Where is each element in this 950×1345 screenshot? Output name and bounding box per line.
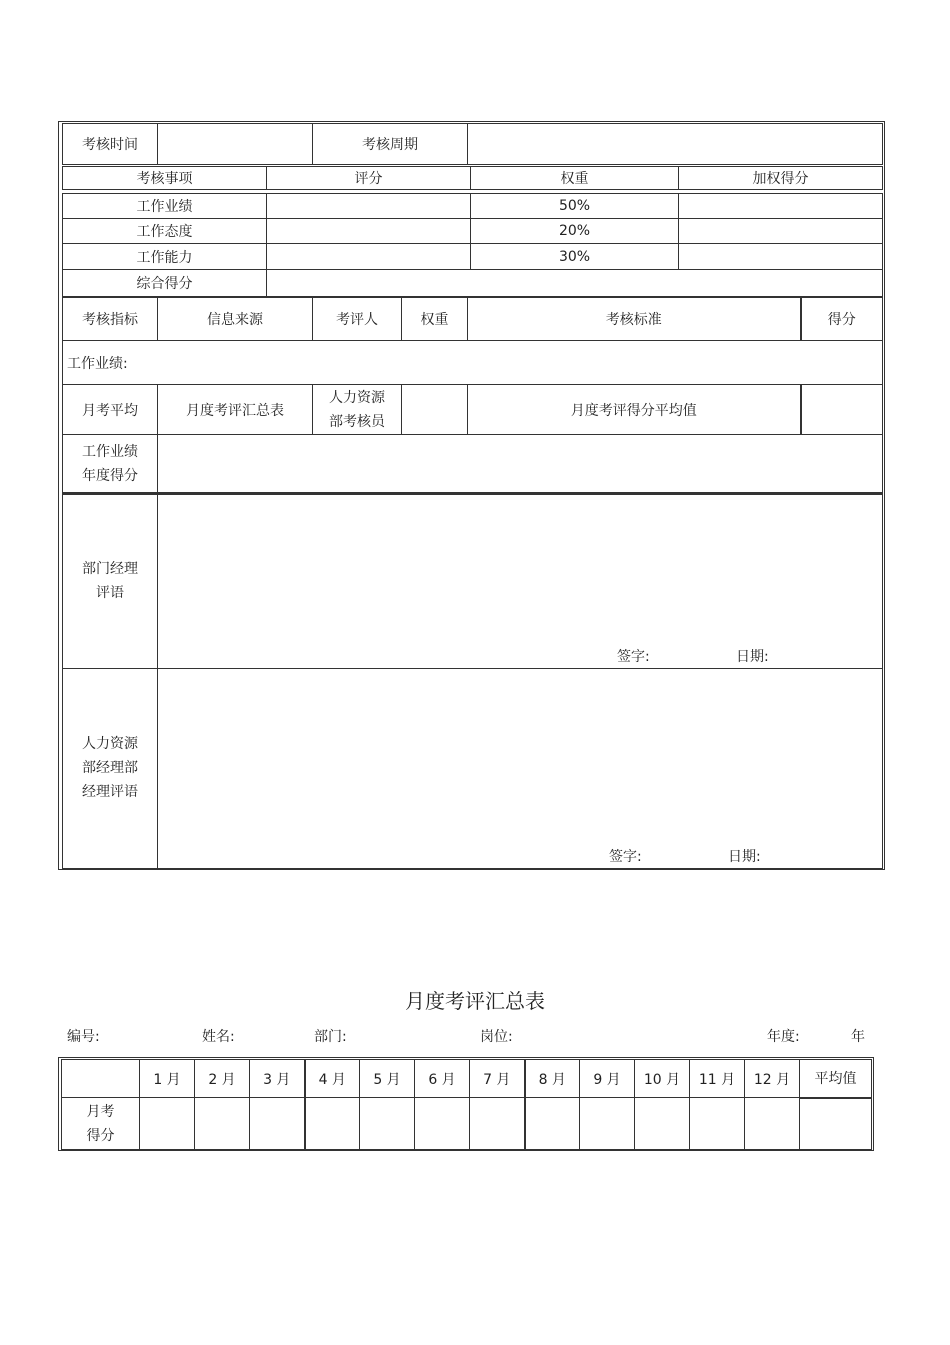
month-score-field[interactable] bbox=[470, 1098, 525, 1150]
meta-year-unit: 年 bbox=[851, 1029, 865, 1045]
item-weight: 20% bbox=[471, 219, 679, 244]
annual-score-label bbox=[63, 435, 158, 493]
hr-manager-comment-field[interactable] bbox=[158, 668, 883, 868]
hr-comment-line3: 经理评语 bbox=[82, 784, 138, 800]
dept-comment-line1: 部门经理 bbox=[82, 561, 138, 578]
meta-year-label: 年度: bbox=[767, 1029, 800, 1045]
month-header: 4 月 bbox=[305, 1060, 360, 1098]
items-table bbox=[62, 193, 883, 297]
item-name: 工作能力 bbox=[63, 244, 267, 269]
header-weighted-score: 加权得分 bbox=[679, 167, 883, 190]
month-header: 8 月 bbox=[525, 1060, 580, 1098]
meta-number-label: 编号: bbox=[67, 1029, 100, 1045]
monthly-summary-table bbox=[61, 1059, 872, 1150]
field-assessment-period[interactable] bbox=[468, 124, 883, 165]
hr-sign-label: 签字: bbox=[609, 849, 642, 865]
item-score-field[interactable] bbox=[267, 244, 471, 269]
corner-cell bbox=[62, 1060, 140, 1098]
label-assessment-period: 考核周期 bbox=[313, 124, 468, 165]
time-period-row bbox=[62, 123, 883, 165]
month-score-field[interactable] bbox=[415, 1098, 470, 1150]
month-score-field[interactable] bbox=[250, 1098, 305, 1150]
monthly-source: 月度考评汇总表 bbox=[158, 385, 313, 435]
label-assessment-time: 考核时间 bbox=[63, 124, 158, 165]
meta-name-label: 姓名: bbox=[202, 1029, 235, 1045]
month-score-field[interactable] bbox=[635, 1098, 690, 1150]
item-weight: 30% bbox=[471, 244, 679, 269]
hr-comment-line1: 人力资源 bbox=[82, 736, 138, 752]
month-header: 5 月 bbox=[360, 1060, 415, 1098]
total-score-field[interactable] bbox=[267, 269, 883, 296]
month-score-field[interactable] bbox=[745, 1098, 800, 1150]
monthly-evaluator bbox=[313, 385, 402, 435]
month-score-field[interactable] bbox=[525, 1098, 580, 1150]
item-weighted-field[interactable] bbox=[679, 194, 883, 219]
header-index: 考核指标 bbox=[63, 298, 158, 341]
month-score-field[interactable] bbox=[140, 1098, 195, 1150]
month-score-field[interactable] bbox=[690, 1098, 745, 1150]
dept-sign-label: 签字: bbox=[617, 649, 650, 665]
monthly-score-label bbox=[62, 1098, 140, 1150]
annual-line1: 工作业绩 bbox=[82, 443, 138, 460]
month-header: 1 月 bbox=[140, 1060, 195, 1098]
header-score: 得分 bbox=[801, 298, 883, 341]
month-header: 12 月 bbox=[745, 1060, 800, 1098]
dept-manager-comment-label bbox=[63, 494, 158, 668]
month-score-field[interactable] bbox=[305, 1098, 360, 1150]
header-weight: 权重 bbox=[471, 167, 679, 190]
hr-comment-line2: 部经理部 bbox=[82, 760, 138, 776]
meta-dept-label: 部门: bbox=[314, 1029, 347, 1045]
header-evaluator: 考评人 bbox=[313, 298, 402, 341]
month-header: 7 月 bbox=[470, 1060, 525, 1098]
header-score: 评分 bbox=[267, 167, 471, 190]
dept-manager-comment-field[interactable] bbox=[158, 494, 883, 668]
month-score-field[interactable] bbox=[580, 1098, 635, 1150]
comments-table bbox=[62, 493, 883, 869]
item-name: 工作态度 bbox=[63, 219, 267, 244]
header-weight: 权重 bbox=[402, 298, 468, 341]
header-item: 考核事项 bbox=[63, 167, 267, 190]
hr-manager-comment-label bbox=[63, 668, 158, 868]
month-header: 9 月 bbox=[580, 1060, 635, 1098]
month-header: 6 月 bbox=[415, 1060, 470, 1098]
items-header-table bbox=[62, 166, 883, 190]
month-header: 2 月 bbox=[195, 1060, 250, 1098]
dept-comment-line2: 评语 bbox=[96, 585, 124, 602]
row-label-line1: 月考 bbox=[86, 1103, 115, 1120]
month-header: 3 月 bbox=[250, 1060, 305, 1098]
meta-post-label: 岗位: bbox=[480, 1029, 513, 1045]
total-score-label: 综合得分 bbox=[63, 269, 267, 296]
item-weight: 50% bbox=[471, 194, 679, 219]
header-standard: 考核标准 bbox=[468, 298, 801, 341]
month-header: 11 月 bbox=[690, 1060, 745, 1098]
hr-date-label: 日期: bbox=[728, 849, 761, 865]
average-score-field[interactable] bbox=[800, 1098, 872, 1150]
item-weighted-field[interactable] bbox=[679, 244, 883, 269]
month-score-field[interactable] bbox=[195, 1098, 250, 1150]
annual-line2: 年度得分 bbox=[82, 467, 138, 484]
item-weighted-field[interactable] bbox=[679, 219, 883, 244]
monthly-score-field[interactable] bbox=[801, 385, 883, 435]
field-assessment-time[interactable] bbox=[158, 124, 313, 165]
monthly-summary-title: 月度考评汇总表 bbox=[405, 989, 545, 1013]
row-label-line2: 得分 bbox=[86, 1127, 115, 1144]
item-score-field[interactable] bbox=[267, 219, 471, 244]
monthly-average-label: 月考平均 bbox=[63, 385, 158, 435]
header-source: 信息来源 bbox=[158, 298, 313, 341]
performance-section-label: 工作业绩: bbox=[63, 341, 883, 385]
evaluator-line1: 人力资源 bbox=[329, 389, 385, 406]
month-header: 10 月 bbox=[635, 1060, 690, 1098]
item-score-field[interactable] bbox=[267, 194, 471, 219]
average-header: 平均值 bbox=[800, 1060, 872, 1098]
index-table bbox=[62, 297, 883, 493]
annual-score-field[interactable] bbox=[158, 435, 883, 493]
dept-date-label: 日期: bbox=[736, 649, 769, 665]
evaluator-line2: 部考核员 bbox=[329, 413, 385, 430]
month-score-field[interactable] bbox=[360, 1098, 415, 1150]
monthly-weight-field[interactable] bbox=[402, 385, 468, 435]
monthly-standard: 月度考评得分平均值 bbox=[468, 385, 801, 435]
item-name: 工作业绩 bbox=[63, 194, 267, 219]
